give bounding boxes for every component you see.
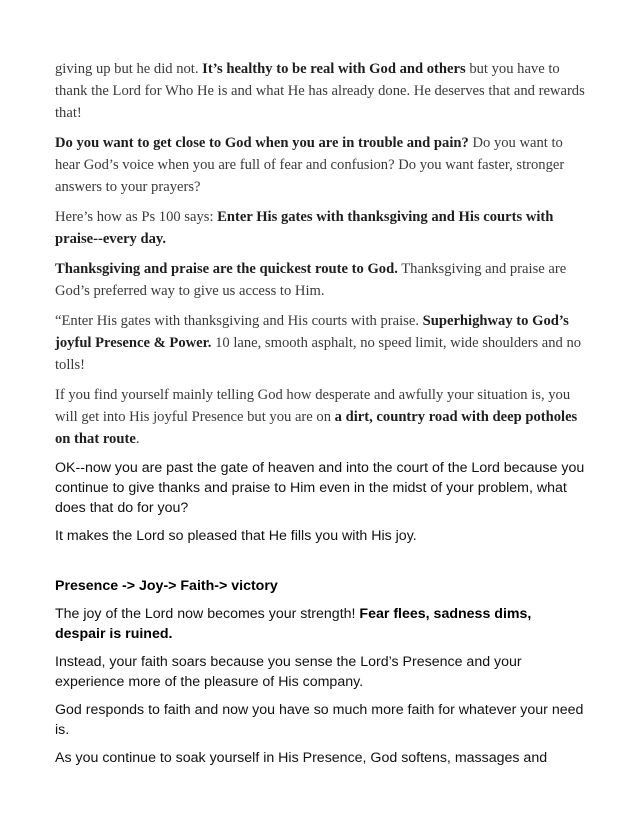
paragraph	[55, 652, 585, 692]
body-text: It makes the Lord so pleased that He fills you with His joy.	[55, 528, 417, 544]
sans-section-b	[55, 576, 585, 768]
body-text: Instead, your faith soars because you sense the Lord’s Presence and your experience more of the pleasure of His company.	[55, 654, 522, 690]
paragraph	[55, 576, 585, 596]
body-text: giving up but he did not.	[55, 61, 203, 77]
bold-text: Superhighway to God’s joyful Presence & Power.	[55, 313, 569, 351]
paragraph	[55, 310, 585, 376]
body-text: Here’s how as Ps 100 says:	[55, 209, 218, 225]
paragraph	[55, 748, 585, 768]
bold-text: Enter His gates with thanksgiving and His courts with praise--every day.	[55, 209, 554, 247]
body-text: 10 lane, smooth asphalt, no speed limit, wide shoulders and no tolls!	[55, 335, 582, 373]
body-text: If you find yourself mainly telling God how desperate and awfully your situation is, you will get into His joyful Presence but you are on	[55, 387, 571, 425]
bold-text: Do you want to get close to God when you are in trouble and pain?	[55, 135, 469, 151]
paragraph	[55, 700, 585, 740]
body-text: As you continue to soak yourself in His Presence, God softens, massages and	[55, 750, 548, 766]
paragraph	[55, 258, 585, 302]
bold-text: Fear flees, sadness dims, despair is ruined.	[55, 606, 532, 642]
body-text: Thanksgiving and praise are God’s preferred way to give us access to Him.	[55, 261, 567, 299]
section-spacer	[55, 554, 585, 576]
paragraph	[55, 384, 585, 450]
paragraph	[55, 58, 585, 124]
sans-section-a	[55, 458, 585, 546]
body-text: The joy of the Lord now becomes your strength!	[55, 606, 360, 622]
paragraph	[55, 206, 585, 250]
body-text: Do you want to hear God’s voice when you are full of fear and confusion? Do you want faster, stronger answers to your prayers?	[55, 135, 565, 195]
bold-text: Presence -> Joy-> Faith-> victory	[55, 578, 278, 594]
paragraph	[55, 132, 585, 198]
body-text: OK--now you are past the gate of heaven and into the court of the Lord because you continue to give thanks and praise to Him even in the midst of your problem, what does that do for you?	[55, 460, 585, 516]
bold-text: Thanksgiving and praise are the quickest route to God.	[55, 261, 398, 277]
serif-section	[55, 58, 585, 450]
paragraph	[55, 458, 585, 518]
body-text: “Enter His gates with thanksgiving and His courts with praise.	[55, 313, 423, 329]
bold-text: It’s healthy to be real with God and others	[202, 61, 466, 77]
body-text: God responds to faith and now you have so much more faith for whatever your need is.	[55, 702, 584, 738]
bold-text: a dirt, country road with deep potholes on that route	[55, 409, 578, 447]
body-text: .	[135, 431, 140, 447]
document-page	[55, 58, 585, 776]
paragraph	[55, 604, 585, 644]
paragraph	[55, 526, 585, 546]
body-text: but you have to thank the Lord for Who He is and what He has already done. He deserves that and rewards that!	[55, 61, 585, 121]
